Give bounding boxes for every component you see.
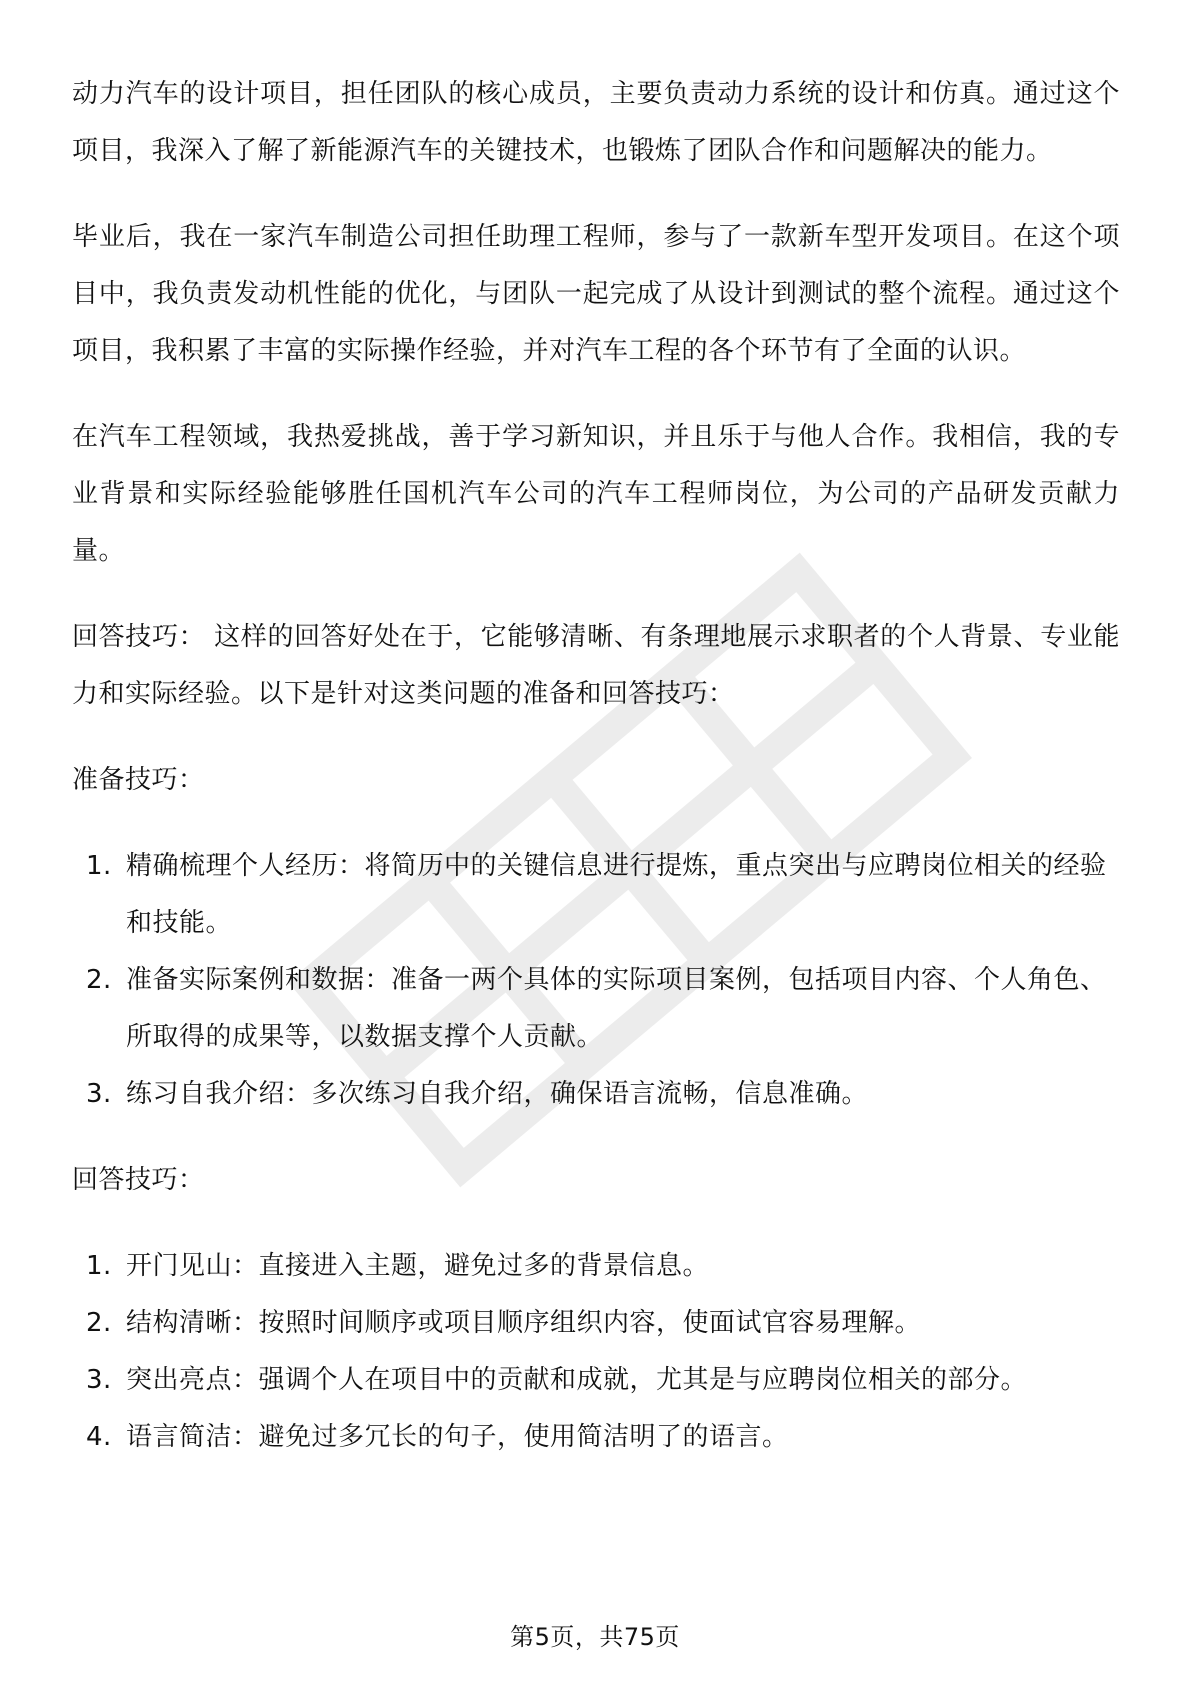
list-item-number: 3. <box>86 1079 112 1109</box>
list-item-number: 1. <box>86 1251 112 1281</box>
list-item-number: 2. <box>86 1308 112 1338</box>
list-item-text: 开门见山：直接进入主题，避免过多的背景信息。 <box>126 1251 710 1281</box>
paragraph-work-experience: 毕业后，我在一家汽车制造公司担任助理工程师，参与了一款新车型开发项目。在这个项目中，我负责发动机性能的优化，与团队一起完成了从设计到测试的整个流程。通过这个项目，我积累了丰富的实际操作经验，并对汽车工程的各个环节有了全面的认识。 <box>72 222 1120 366</box>
list-item <box>72 1409 1120 1466</box>
list-item-number: 3. <box>86 1365 112 1395</box>
list-item <box>72 1295 1120 1352</box>
list-item <box>72 952 1120 1066</box>
list-item <box>72 1066 1120 1123</box>
list-item-number: 2. <box>86 965 112 995</box>
prep-tips-list <box>72 838 1120 1123</box>
prep-tips-heading: 准备技巧： <box>72 765 205 795</box>
list-item-text: 练习自我介绍：多次练习自我介绍，确保语言流畅，信息准确。 <box>126 1079 869 1109</box>
list-item-text: 结构清晰：按照时间顺序或项目顺序组织内容，使面试官容易理解。 <box>126 1308 922 1338</box>
paragraph-project-experience: 动力汽车的设计项目，担任团队的核心成员，主要负责动力系统的设计和仿真。通过这个项目，我深入了解了新能源汽车的关键技术，也锻炼了团队合作和问题解决的能力。 <box>72 79 1120 166</box>
paragraph-self-assessment: 在汽车工程领域，我热爱挑战，善于学习新知识，并且乐于与他人合作。我相信，我的专业背景和实际经验能够胜任国机汽车公司的汽车工程师岗位，为公司的产品研发贡献力量。 <box>72 422 1120 566</box>
document-body <box>72 66 1120 1495</box>
list-item <box>72 1352 1120 1409</box>
list-item-number: 1. <box>86 851 112 881</box>
answer-tips-list <box>72 1238 1120 1466</box>
paragraph-answer-tips-intro: 回答技巧： 这样的回答好处在于，它能够清晰、有条理地展示求职者的个人背景、专业能力和实际经验。以下是针对这类问题的准备和回答技巧： <box>72 622 1120 709</box>
list-item <box>72 838 1120 952</box>
list-item <box>72 1238 1120 1295</box>
list-item-number: 4. <box>86 1422 112 1452</box>
answer-tips-heading: 回答技巧： <box>72 1165 205 1195</box>
list-item-text: 突出亮点：强调个人在项目中的贡献和成就，尤其是与应聘岗位相关的部分。 <box>126 1365 1028 1395</box>
list-item-text: 精确梳理个人经历：将简历中的关键信息进行提炼，重点突出与应聘岗位相关的经验和技能。 <box>126 851 1107 938</box>
page-number-footer: 第5页，共75页 <box>510 1623 680 1651</box>
list-item-text: 准备实际案例和数据：准备一两个具体的实际项目案例，包括项目内容、个人角色、所取得的成果等，以数据支撑个人贡献。 <box>126 965 1107 1052</box>
list-item-text: 语言简洁：避免过多冗长的句子，使用简洁明了的语言。 <box>126 1422 789 1452</box>
